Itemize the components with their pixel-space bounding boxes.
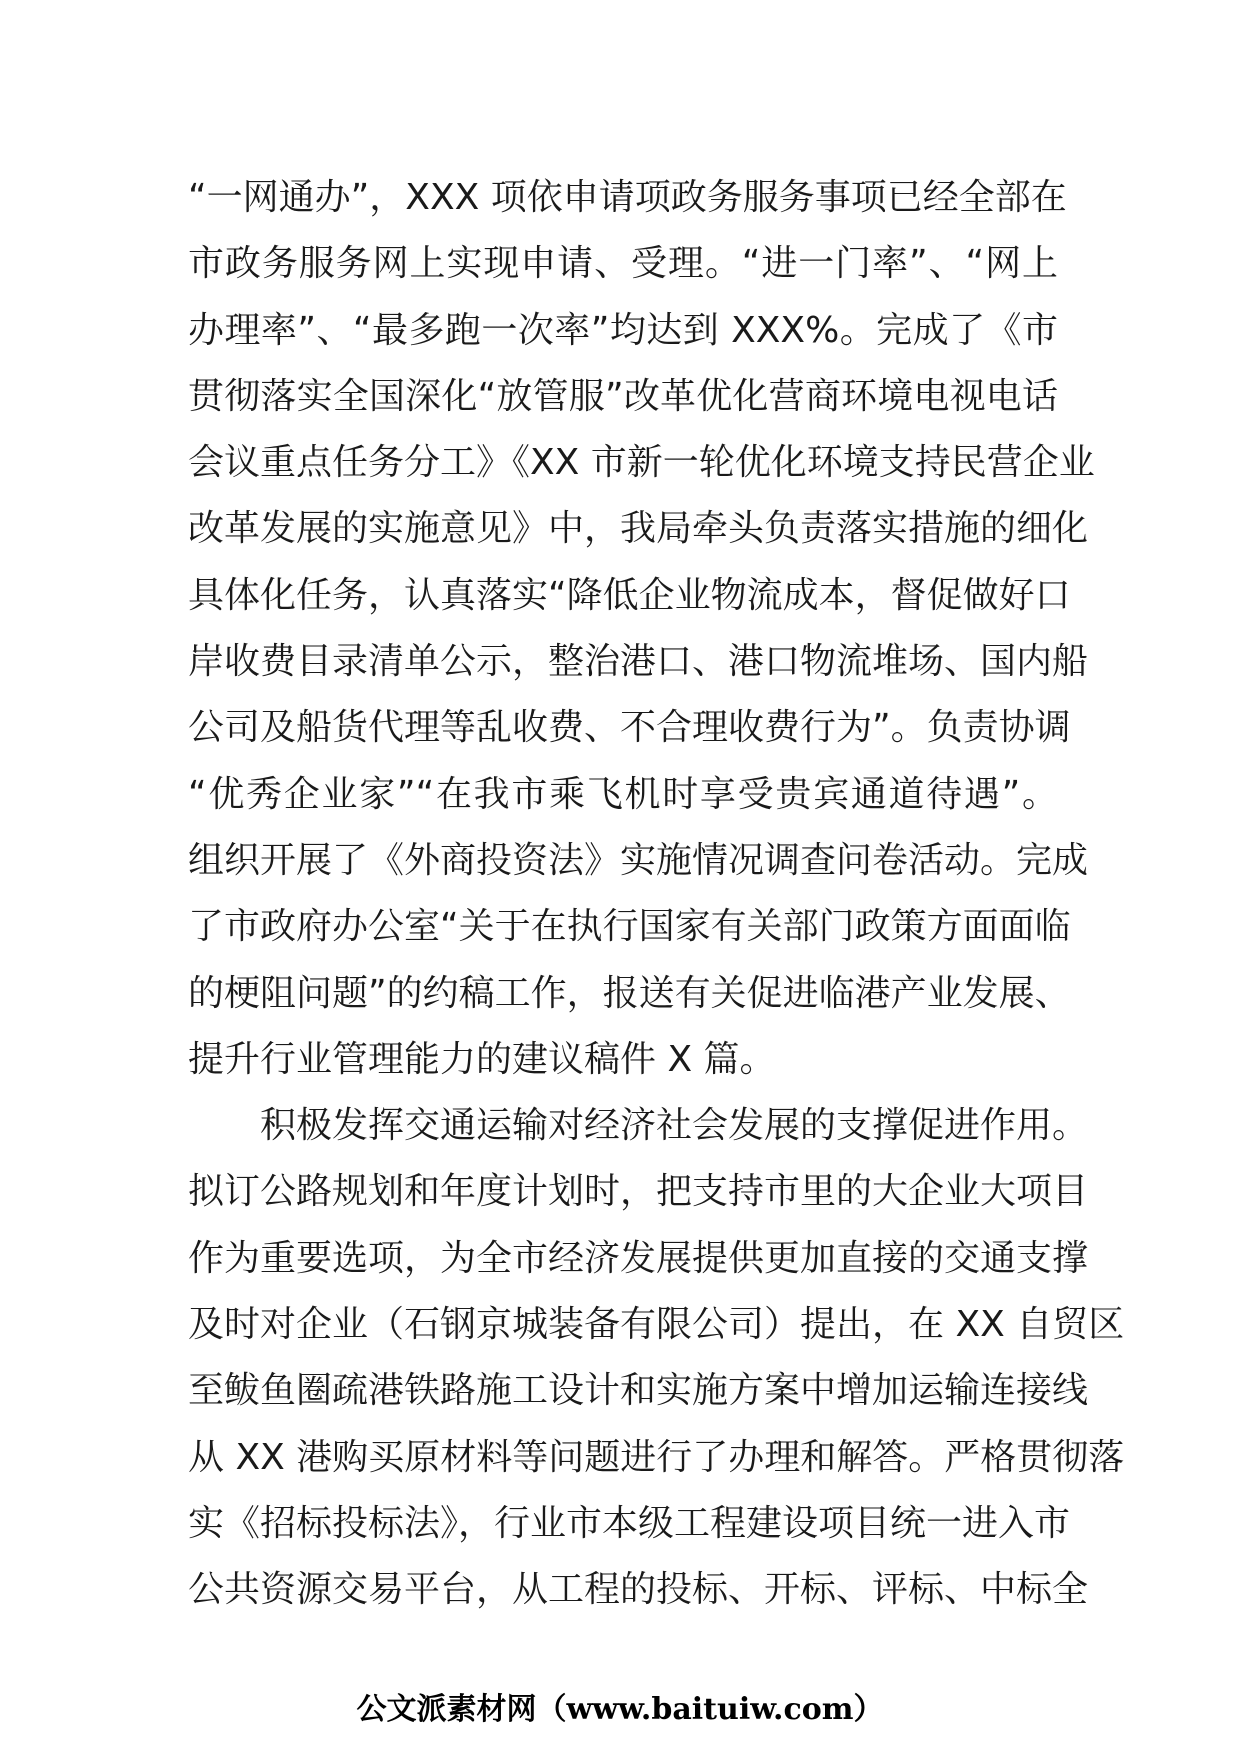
text-line: 积极发挥交通运输对经济社会发展的支撑促进作用。 — [260, 1105, 1089, 1147]
text-line: 市政务服务网上实现申请、受理。“进一门率”、“网上 — [188, 243, 1058, 285]
text-line: 实《招标投标法》，行业市本级工程建设项目统一进入市 — [188, 1502, 1071, 1544]
text-line: 办理率”、“最多跑一次率”均达到 XXX%。完成了《市 — [188, 309, 1058, 351]
text-line: 拟订公路规划和年度计划时，把支持市里的大企业大项目 — [188, 1171, 1089, 1213]
footer-watermark: 公文派素材网（www.baituiw.com） — [356, 1692, 884, 1727]
text-line: 组织开展了《外商投资法》实施情况调查问卷活动。完成 — [188, 839, 1089, 881]
text-line: 了市政府办公室“关于在执行国家有关部门政策方面面临 — [188, 906, 1071, 948]
text-line: 至鲅鱼圈疏港铁路施工设计和实施方案中增加运输连接线 — [188, 1370, 1089, 1412]
text-line: 作为重要选项，为全市经济发展提供更加直接的交通支撑 — [188, 1237, 1089, 1279]
text-line: 具体化任务，认真落实“降低企业物流成本，督促做好口 — [188, 574, 1071, 616]
text-line: 从 XX 港购买原材料等问题进行了办理和解答。严格贯彻落 — [188, 1436, 1125, 1478]
text-line: 的梗阻问题”的约稿工作，报送有关促进临港产业发展、 — [188, 972, 1071, 1014]
text-line: 及时对企业（石钢京城装备有限公司）提出，在 XX 自贸区 — [188, 1304, 1125, 1346]
text-line: 岸收费目录清单公示，整治港口、港口物流堆场、国内船 — [188, 641, 1089, 683]
text-line: 公司及船货代理等乱收费、不合理收费行为”。负责协调 — [188, 707, 1071, 749]
text-line: 改革发展的实施意见》中，我局牵头负责落实措施的细化 — [188, 508, 1089, 550]
text-line: 公共资源交易平台，从工程的投标、开标、评标、中标全 — [188, 1569, 1089, 1611]
text-line: 贯彻落实全国深化“放管服”改革优化营商环境电视电话 — [188, 375, 1058, 417]
text-line: 提升行业管理能力的建议稿件 X 篇。 — [188, 1038, 776, 1080]
text-line: 会议重点任务分工》《XX 市新一轮优化环境支持民营企业 — [188, 442, 1095, 484]
text-line: “优秀企业家”“在我市乘飞机时享受贵宾通道待遇”。 — [188, 773, 1058, 815]
text-line: “一网通办”，XXX 项依申请项政务服务事项已经全部在 — [188, 177, 1067, 218]
document-body — [188, 165, 1125, 1624]
